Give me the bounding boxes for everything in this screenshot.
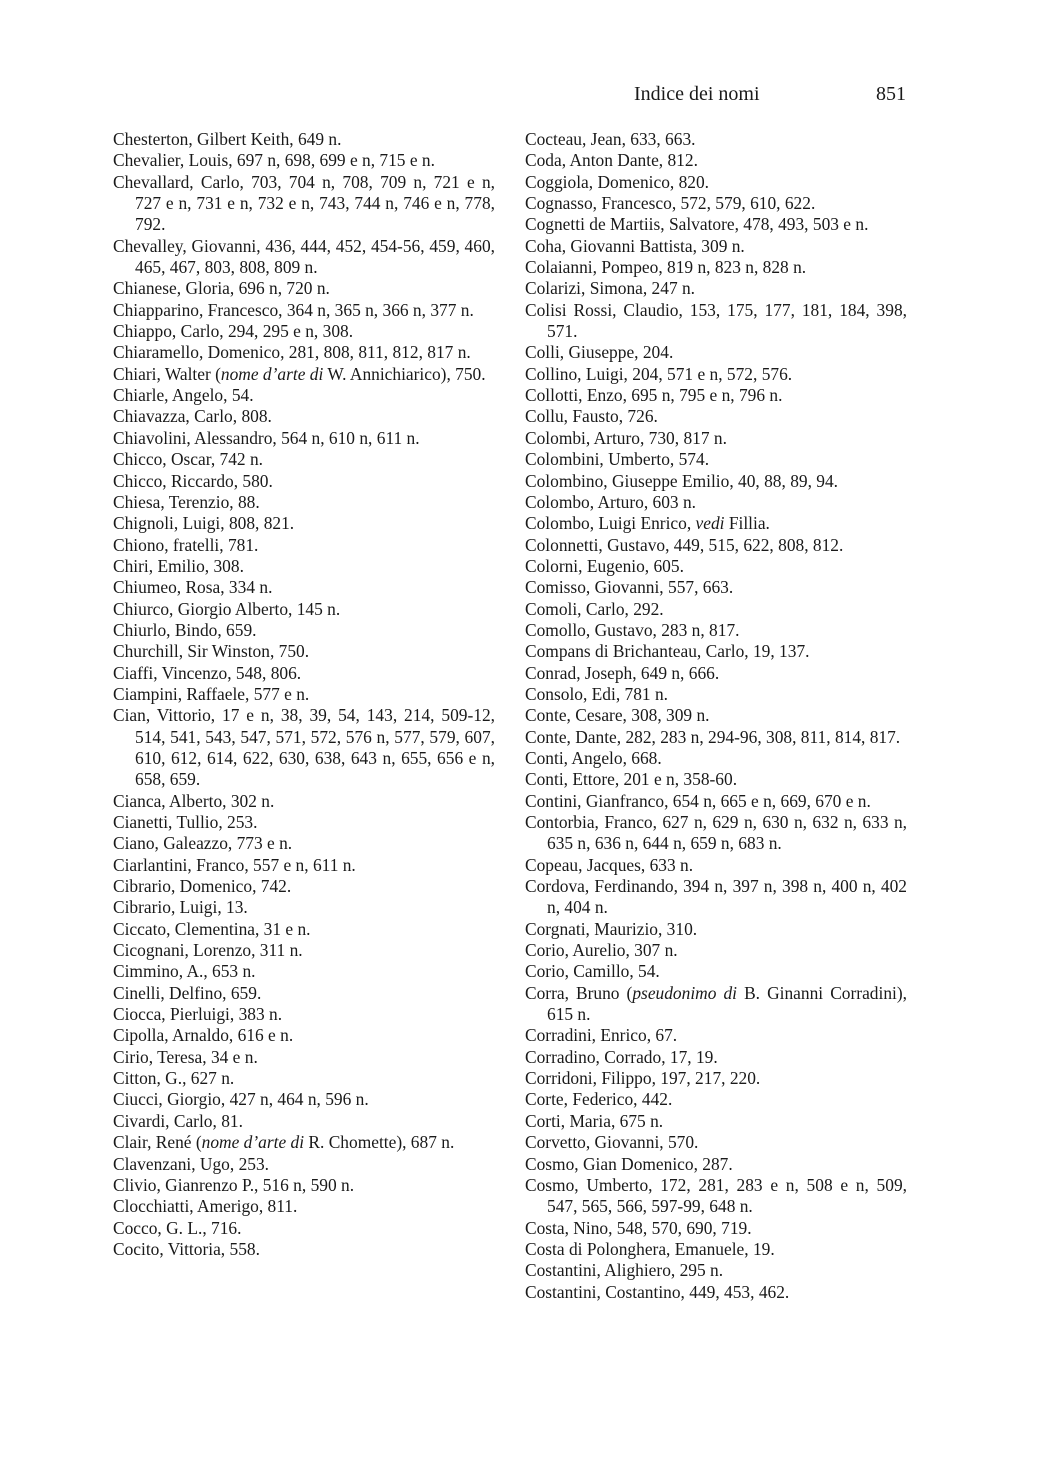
index-entry: Ciccato, Clementina, 31 e n. — [113, 918, 311, 939]
index-entry: Compans di Brichanteau, Carlo, 19, 137. — [525, 641, 810, 662]
index-entry: Cianca, Alberto, 302 n. — [113, 790, 275, 811]
index-entry: Cognetti de Martiis, Salvatore, 478, 493, 503 e n. — [525, 214, 869, 235]
index-entry: Corte, Federico, 442. — [525, 1089, 673, 1110]
index-entry: Colombi, Arturo, 730, 817 n. — [525, 427, 727, 448]
index-entry: Cirio, Teresa, 34 e n. — [113, 1046, 258, 1067]
index-entry: Contorbia, Franco, 627 n, 629 n, 630 n, 632 n, 633 n, 635 n, 636 n, 644 n, 659 n, 683 n. — [525, 812, 907, 854]
index-entry: Cordova, Ferdinando, 394 n, 397 n, 398 n, 400 n, 402 n, 404 n. — [525, 876, 907, 918]
entry-italic-note: nome d’arte di — [201, 1132, 305, 1153]
index-entry: Chevalier, Louis, 697 n, 698, 699 e n, 715 e n. — [113, 150, 435, 171]
index-entry: Corvetto, Giovanni, 570. — [525, 1132, 699, 1153]
index-entry: Cocito, Vittoria, 558. — [113, 1238, 260, 1259]
index-entry: Clavenzani, Ugo, 253. — [113, 1153, 269, 1174]
entry-italic-note: nome d’arte di — [220, 363, 324, 384]
index-entry — [525, 983, 907, 1026]
index-entry: Corradini, Enrico, 67. — [525, 1025, 678, 1046]
index-entry: Collu, Fausto, 726. — [525, 406, 658, 427]
index-entry: Chiumeo, Rosa, 334 n. — [113, 577, 273, 598]
index-entry: Chiesa, Terenzio, 88. — [113, 491, 260, 512]
index-entry: Consolo, Edi, 781 n. — [525, 683, 668, 704]
index-entry: Colombo, Arturo, 603 n. — [525, 491, 697, 512]
index-entry: Ciarlantini, Franco, 557 e n, 611 n. — [113, 854, 356, 875]
index-entry: Colisi Rossi, Claudio, 153, 175, 177, 181, 184, 398, 571. — [525, 299, 907, 342]
index-entry: Chiappo, Carlo, 294, 295 e n, 308. — [113, 321, 354, 342]
index-column-right — [525, 129, 907, 1303]
index-entry: Chiono, fratelli, 781. — [113, 534, 259, 555]
entry-italic-note: vedi — [695, 513, 725, 534]
index-entry: Colombini, Umberto, 574. — [525, 449, 710, 470]
index-entry: Corridoni, Filippo, 197, 217, 220. — [525, 1068, 761, 1089]
index-entry: Costantini, Costantino, 449, 453, 462. — [525, 1281, 790, 1302]
index-entry: Colonnetti, Gustavo, 449, 515, 622, 808, 812. — [525, 534, 844, 555]
index-entry: Costantini, Alighiero, 295 n. — [525, 1260, 724, 1281]
running-header — [634, 83, 906, 111]
index-entry: Cianetti, Tullio, 253. — [113, 812, 258, 832]
index-entry: Corti, Maria, 675 n. — [525, 1110, 664, 1131]
index-entry: Chevalley, Giovanni, 436, 444, 452, 454-56, 459, 460, 465, 467, 803, 808, 809 n. — [113, 235, 495, 278]
index-entry: Conrad, Joseph, 649 n, 666. — [525, 662, 720, 683]
entry-text: Fillia. — [724, 513, 770, 534]
running-title: Indice dei nomi — [634, 83, 760, 105]
entry-text: Chiari, Walter ( — [113, 363, 221, 384]
index-entry: Chiurlo, Bindo, 659. — [113, 619, 257, 640]
index-entry: Ciucci, Giorgio, 427 n, 464 n, 596 n. — [113, 1089, 369, 1110]
index-entry: Cocteau, Jean, 633, 663. — [525, 129, 696, 149]
index-entry: Chiavazza, Carlo, 808. — [113, 406, 272, 427]
index-entry: Corradino, Corrado, 17, 19. — [525, 1046, 718, 1067]
index-entry: Chicco, Riccardo, 580. — [113, 470, 273, 491]
entry-italic-note: pseudonimo di — [632, 982, 738, 1003]
entry-text: Clair, René ( — [113, 1132, 202, 1153]
index-entry: Colaianni, Pompeo, 819 n, 823 n, 828 n. — [525, 257, 807, 278]
index-entry: Ciano, Galeazzo, 773 e n. — [113, 833, 293, 854]
index-entry: Comollo, Gustavo, 283 n, 817. — [525, 619, 740, 640]
index-entry: Comisso, Giovanni, 557, 663. — [525, 577, 734, 598]
index-entry: Costa di Polonghera, Emanuele, 19. — [525, 1238, 775, 1259]
index-entry: Corgnati, Maurizio, 310. — [525, 918, 698, 939]
index-column-left — [113, 129, 495, 1260]
entry-text: R. Chomette), 687 n. — [304, 1132, 455, 1153]
index-entry: Civardi, Carlo, 81. — [113, 1110, 243, 1131]
index-entry: Chevallard, Carlo, 703, 704 n, 708, 709 n, 721 e n, 727 e n, 731 e n, 732 e n, 743, 744 n, 746 e n, 778, 792. — [113, 171, 495, 235]
index-entry: Ciampini, Raffaele, 577 e n. — [113, 683, 310, 704]
index-entry: Citton, G., 627 n. — [113, 1068, 235, 1089]
index-entry: Corio, Camillo, 54. — [525, 961, 660, 982]
index-entry: Chesterton, Gilbert Keith, 649 n. — [113, 129, 342, 149]
index-entry: Cibrario, Domenico, 742. — [113, 876, 292, 897]
index-entry: Cibrario, Luigi, 13. — [113, 897, 248, 918]
index-entry: Conte, Cesare, 308, 309 n. — [525, 705, 710, 726]
index-entry: Coda, Anton Dante, 812. — [525, 150, 698, 171]
index-entry — [113, 364, 495, 385]
index-entry: Collotti, Enzo, 695 n, 795 e n, 796 n. — [525, 385, 783, 406]
index-entry: Chiarle, Angelo, 54. — [113, 385, 254, 406]
index-entry: Comoli, Carlo, 292. — [525, 598, 664, 619]
index-entry: Cognasso, Francesco, 572, 579, 610, 622. — [525, 193, 816, 214]
index-entry: Chiurco, Giorgio Alberto, 145 n. — [113, 598, 341, 619]
entry-text: Corra, Bruno ( — [525, 982, 633, 1003]
index-entry: Ciocca, Pierluigi, 383 n. — [113, 1004, 283, 1025]
index-entry: Cosmo, Umberto, 172, 281, 283 e n, 508 e n, 509, 547, 565, 566, 597-99, 648 n. — [525, 1174, 907, 1217]
index-entry: Corio, Aurelio, 307 n. — [525, 940, 678, 961]
index-entry: Chiri, Emilio, 308. — [113, 555, 244, 576]
index-entry: Colorni, Eugenio, 605. — [525, 555, 684, 576]
index-entry: Conti, Angelo, 668. — [525, 747, 662, 768]
index-entry — [525, 513, 907, 534]
index-entry: Copeau, Jacques, 633 n. — [525, 854, 694, 875]
index-entry: Chicco, Oscar, 742 n. — [113, 449, 263, 470]
index-entry: Coha, Giovanni Battista, 309 n. — [525, 235, 745, 256]
index-entry: Colombino, Giuseppe Emilio, 40, 88, 89, 94. — [525, 470, 839, 491]
index-entry: Ciaffi, Vincenzo, 548, 806. — [113, 662, 302, 683]
index-entry: Coggiola, Domenico, 820. — [525, 171, 710, 192]
index-entry: Collino, Luigi, 204, 571 e n, 572, 576. — [525, 363, 793, 384]
entry-text: Colombo, Luigi Enrico, — [525, 513, 696, 534]
index-entry: Cosmo, Gian Domenico, 287. — [525, 1153, 733, 1174]
index-entry: Chianese, Gloria, 696 n, 720 n. — [113, 278, 330, 299]
index-entry: Conte, Dante, 282, 283 n, 294-96, 308, 811, 814, 817. — [525, 726, 901, 747]
index-entry — [113, 1132, 495, 1153]
entry-text: B. Ginanni Corradini), 615 n. — [547, 982, 907, 1025]
index-entry: Cian, Vittorio, 17 e n, 38, 39, 54, 143, 214, 509-12, 514, 541, 543, 547, 571, 572, 576 n, 577, 579, 607, 610, 612, 614, 622, 630, 638, 643 n, 655, 656 e n, 658, 659. — [113, 705, 495, 790]
index-entry: Cimmino, A., 653 n. — [113, 961, 256, 982]
index-entry: Cipolla, Arnaldo, 616 e n. — [113, 1025, 294, 1046]
index-entry: Clivio, Gianrenzo P., 516 n, 590 n. — [113, 1174, 355, 1195]
index-entry: Cicognani, Lorenzo, 311 n. — [113, 940, 303, 961]
index-entry: Chignoli, Luigi, 808, 821. — [113, 513, 295, 534]
page-number: 851 — [876, 83, 906, 105]
index-entry: Colarizi, Simona, 247 n. — [525, 278, 696, 299]
index-entry: Clocchiatti, Amerigo, 811. — [113, 1196, 298, 1217]
index-entry: Chiapparino, Francesco, 364 n, 365 n, 366 n, 377 n. — [113, 299, 474, 320]
index-entry: Contini, Gianfranco, 654 n, 665 e n, 669, 670 e n. — [525, 790, 871, 811]
index-entry: Chiaramello, Domenico, 281, 808, 811, 812, 817 n. — [113, 342, 471, 363]
index-entry: Cocco, G. L., 716. — [113, 1217, 242, 1238]
index-entry: Churchill, Sir Winston, 750. — [113, 641, 310, 662]
index-entry: Chiavolini, Alessandro, 564 n, 610 n, 611 n. — [113, 427, 420, 448]
index-entry: Cinelli, Delfino, 659. — [113, 982, 262, 1003]
entry-text: W. Annichiarico), 750. — [323, 363, 486, 384]
index-entry: Conti, Ettore, 201 e n, 358-60. — [525, 769, 738, 790]
index-entry: Colli, Giuseppe, 204. — [525, 342, 674, 363]
index-entry: Costa, Nino, 548, 570, 690, 719. — [525, 1217, 752, 1238]
